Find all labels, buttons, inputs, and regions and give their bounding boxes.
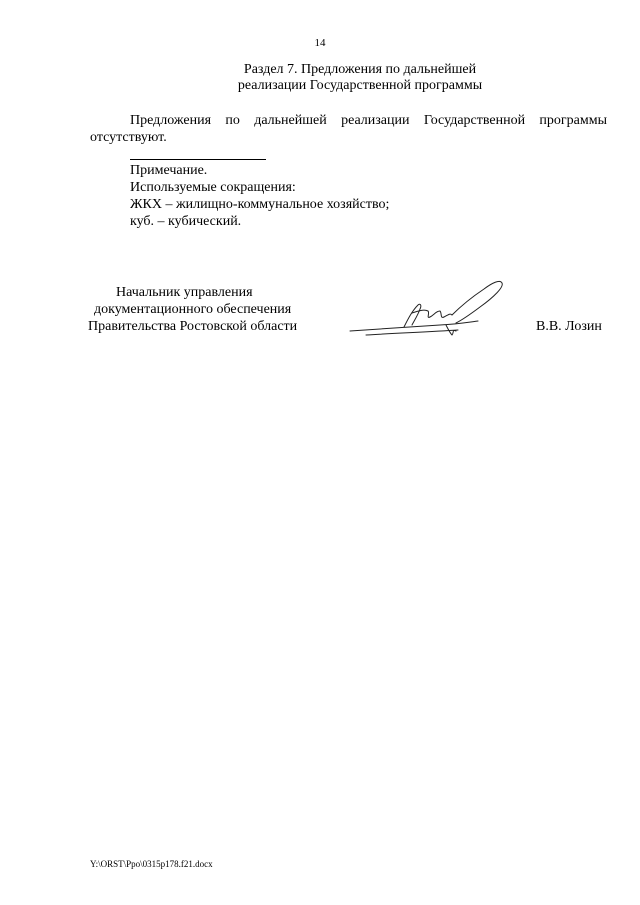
signer-position-line: Правительства Ростовской области bbox=[88, 319, 298, 334]
section-title-line: Раздел 7. Предложения по дальнейшей bbox=[243, 62, 477, 77]
handwritten-signature bbox=[348, 275, 508, 345]
file-path: Y:\ORST\Ppo\0315p178.f21.docx bbox=[90, 859, 213, 869]
abbreviation-item: ЖКХ – жилищно-коммунальное хозяйство; bbox=[130, 197, 390, 212]
signer-name: В.В. Лозин bbox=[536, 319, 602, 334]
proposal-paragraph bbox=[90, 112, 607, 146]
note-block bbox=[130, 162, 530, 230]
section-title-line: реализации Государственной программы bbox=[237, 78, 483, 93]
paragraph-line: Предложения по дальнейшей реализации Государственной программы bbox=[130, 113, 607, 128]
abbreviations-intro: Используемые сокращения: bbox=[130, 180, 296, 195]
signer-position-line: Начальник управления bbox=[116, 285, 253, 300]
note-heading: Примечание. bbox=[130, 163, 208, 178]
abbreviation-item: куб. – кубический. bbox=[130, 214, 242, 229]
page-number: 14 bbox=[314, 37, 326, 49]
section-title bbox=[120, 62, 600, 94]
signer-position bbox=[88, 284, 324, 335]
signer-position-line: документационного обеспечения bbox=[94, 302, 292, 317]
paragraph-line: отсутствуют. bbox=[90, 130, 167, 145]
note-separator bbox=[130, 159, 266, 160]
